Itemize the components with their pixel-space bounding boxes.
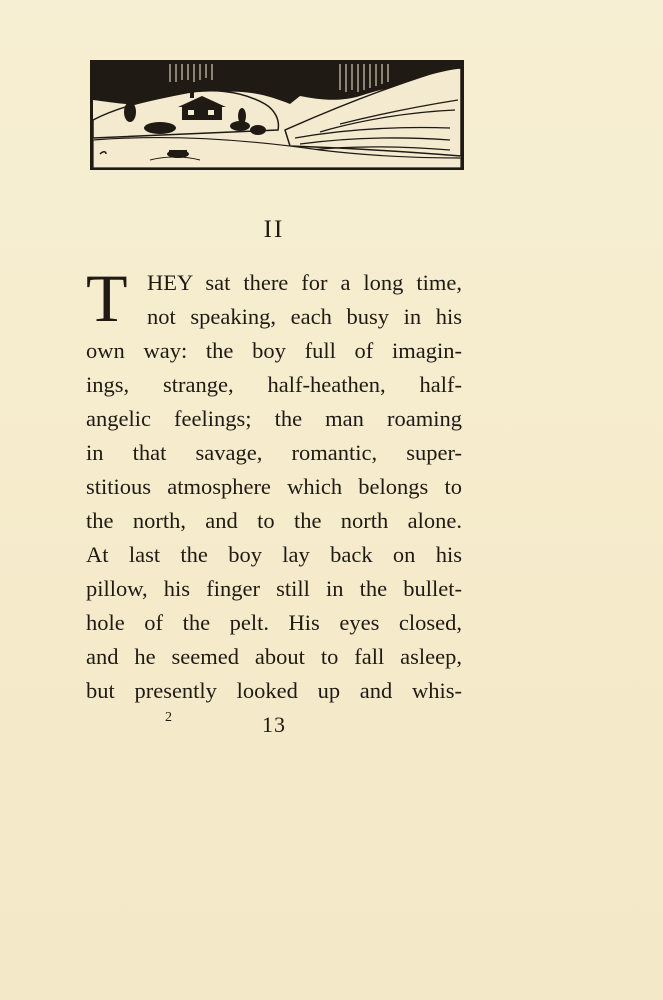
text-line: ings, strange, half-heathen, half- xyxy=(86,372,462,397)
text-line: HEY sat there for a long time, xyxy=(147,270,462,295)
body-text xyxy=(86,260,462,708)
page-number: 13 xyxy=(262,712,286,737)
winter-landscape-headpiece-icon xyxy=(90,60,464,170)
text-line: stitious atmosphere which belongs to xyxy=(86,474,462,499)
text-line: At last the boy lay back on his xyxy=(86,542,462,567)
text-line: not speaking, each busy in his xyxy=(147,304,462,329)
chapter-number: II xyxy=(263,216,285,243)
text-line: angelic feelings; the man roaming xyxy=(86,406,462,431)
text-line: pillow, his finger still in the bullet- xyxy=(86,576,462,601)
text-line: and he seemed about to fall asleep, xyxy=(86,644,462,669)
text-line: own way: the boy full of imagin- xyxy=(86,338,462,363)
text-line: but presently looked up and whis- xyxy=(86,678,462,703)
text-line: in that savage, romantic, super- xyxy=(86,440,462,465)
drop-cap: T xyxy=(86,260,128,336)
text-line: hole of the pelt. His eyes closed, xyxy=(86,610,462,635)
signature-mark: 2 xyxy=(165,710,172,725)
text-line: the north, and to the north alone. xyxy=(86,508,462,533)
